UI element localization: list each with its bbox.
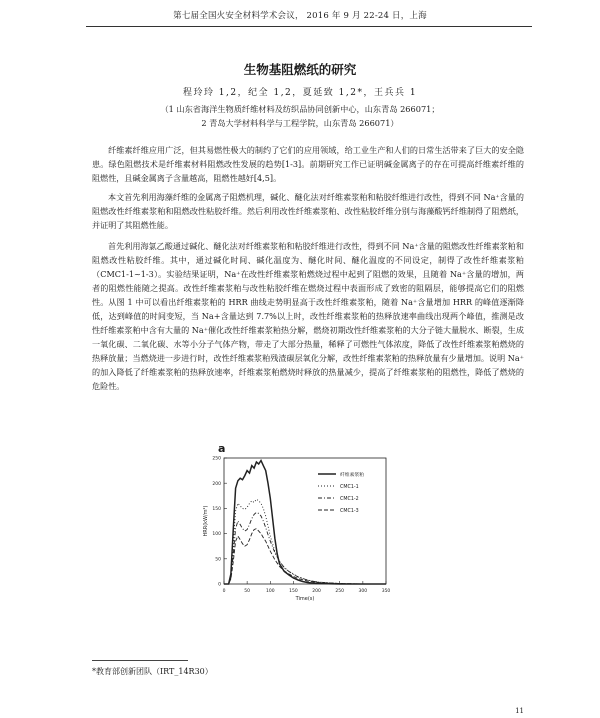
series-line-1 (224, 461, 386, 585)
x-tick-label: 300 (358, 589, 368, 594)
legend-label-2: CMC1-1 (340, 484, 359, 490)
paper-title: 生物基阻燃纸的研究 (243, 62, 357, 77)
y-tick-label: 100 (212, 532, 221, 538)
paragraph-2 (92, 190, 524, 232)
footnote: *教育部创新团队（IRT_14R30） (92, 667, 213, 676)
legend-label-4: CMC1-3 (340, 508, 359, 514)
paragraph-3 (92, 239, 524, 393)
paragraph-3-text: 首先利用海氯乙酸通过碱化、醚化法对纤维素浆粕和粘胶纤维进行改性，得到不同 Na⁺含量的阻燃改性纤维素浆粕和阻燃改性粘胶纤维。其中，通过碱化时间、碱化温度为、醚化时间、醚化温度的不同设定，制得了改性纤维素浆粕（CMC1-1~1-3）。实验结果证明，Na⁺在改性纤维素浆粕燃烧过程中起到了阻燃的效果，且随着 Na⁺含量的增加，两者的阻燃性能随之提高。改性纤维素浆粕与改性粘胶纤维在燃烧过程中表面形成了致密的阻隔层，能够提高它们的阻燃性。从图 1 中可以看出纤维素浆粕的 HRR 曲线走势明显高于改性纤维素浆粕，随着 Na⁺含量增加 HRR 的峰值逐渐降低，达到峰值的时间变短，当 Na+含量达到 7.7%以上时，改性纤维素浆粕的热释放速率曲线出现两个峰值，推测是改性纤维素浆粕中含有大量的 Na⁺催化改性纤维素浆粕热分解，燃烧初期改性纤维素浆粕的大分子链大量脱水、断裂，生成一氧化碳、二氧化碳、水等小分子气体产物，带走了大部分热量，稀释了可燃性气体浓度，降低了改性纤维素浆粕燃烧的热释放量；当燃烧进一步进行时，改性纤维素浆粕残渣碳层氧化分解，改性纤维素浆粕的热释放量有少量增加。说明 Na⁺的加入降低了纤维素浆粕的热释放速率，纤维素浆粕燃烧时释放的热量减少，提高了纤维素浆粕的阻燃性，降低了燃烧的危险性。 (92, 241, 524, 391)
y-axis-label: HRR(kW/m²) (203, 505, 209, 537)
y-tick-label: 250 (212, 456, 221, 462)
legend-label-3: CMC1-2 (340, 496, 359, 502)
footnote-rule (92, 660, 188, 661)
hrr-chart (198, 446, 398, 608)
series-line-3 (224, 512, 386, 584)
x-tick-label: 100 (265, 589, 275, 594)
paragraph-1-text: 纤维素纤维应用广泛，但其易燃性极大的制约了它们的应用领域，给工业生产和人们的日常生活带来了巨大的安全隐患。绿色阻燃技术是纤维素材料阻燃改性发展的趋势[1-3]。前期研究工作已证明碱金属离子的存在可提高纤维素纤维的阻燃性，且碱金属离子含量越高，阻燃性越好[4,5]。 (92, 145, 524, 183)
x-tick-label: 0 (222, 589, 226, 594)
x-tick-label: 50 (244, 589, 251, 594)
page-header: 第七届全国火安全材料学术会议， 2016 年 9 月 22-24 日，上海 (173, 11, 427, 21)
y-tick-label: 0 (218, 582, 221, 588)
paragraph-1 (92, 143, 524, 185)
y-tick-label: 50 (215, 557, 221, 563)
header-rule (86, 26, 532, 27)
affiliation-line-2: 2 青岛大学材料科学与工程学院，山东青岛 266071） (201, 118, 399, 128)
paragraph-2-text: 本文首先利用海藻纤维的金属离子阻燃机理，碱化、醚化法对纤维素浆粕和粘胶纤维进行改性，得到不同 Na⁺含量的阻燃改性纤维素浆粕和阻燃改性粘胶纤维。然后利用改性纤维素浆粕、改性粘胶纤维分别与海藻酸钙纤维制得了阻燃纸，并证明了其阻燃性能。 (92, 192, 524, 230)
affiliation-line-1: （1 山东省海洋生物质纤维材料及纺织品协同创新中心，山东青岛 266071； (160, 104, 440, 114)
y-tick-label: 150 (212, 507, 221, 512)
chart-series-lines (224, 461, 386, 585)
chart-legend (318, 471, 364, 514)
x-tick-label: 250 (335, 589, 345, 594)
figure-panel-label: a (218, 442, 226, 455)
series-line-4 (224, 529, 386, 584)
authors: 程玲玲 1,2，纪全 1,2，夏延致 1,2*，王兵兵 1 (182, 88, 418, 98)
page-number: 11 (515, 707, 524, 715)
y-tick-label: 200 (212, 481, 221, 487)
legend-label-1: 纤维素浆粕 (340, 472, 364, 478)
x-tick-label: 350 (381, 589, 391, 594)
x-tick-label: 200 (312, 589, 321, 594)
x-axis-label: Time(s) (295, 596, 315, 602)
x-tick-label: 150 (289, 589, 298, 594)
